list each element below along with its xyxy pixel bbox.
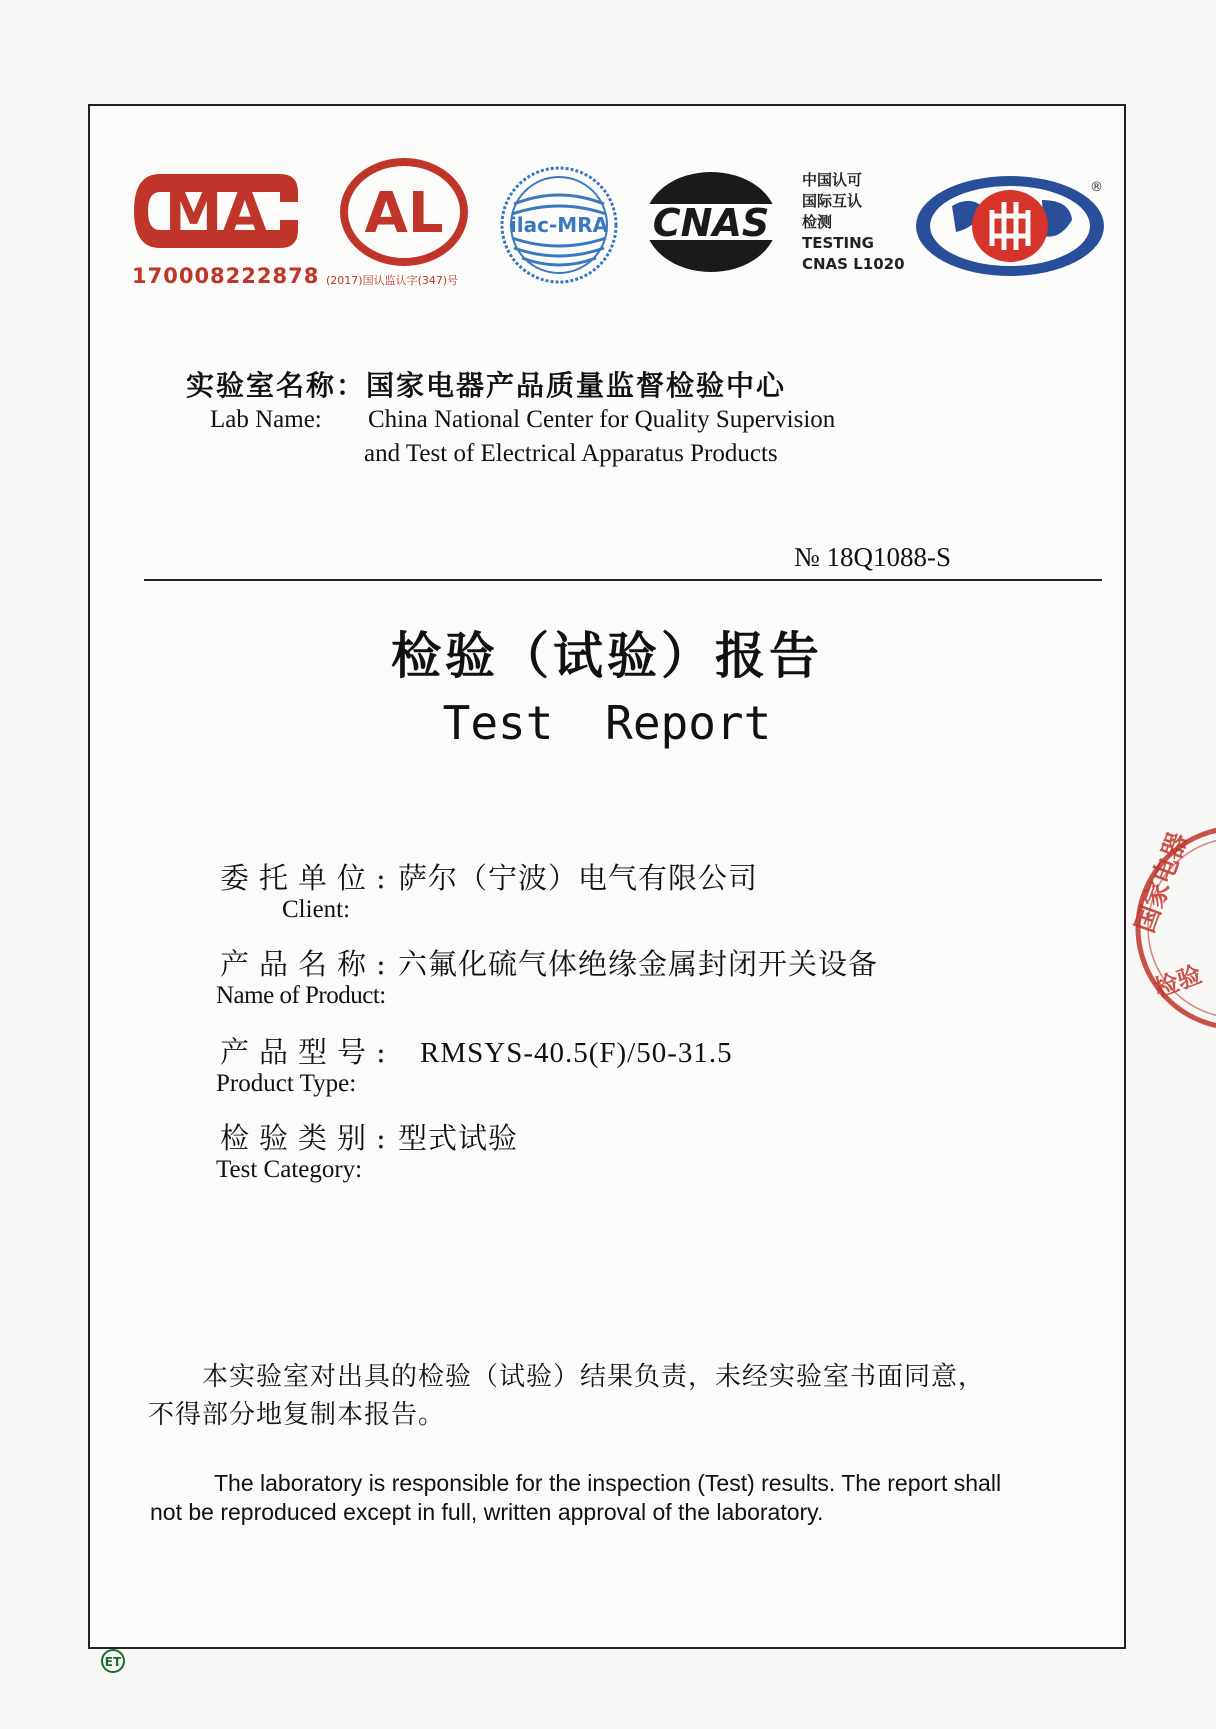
report-frame (88, 104, 1126, 1649)
cnas-line: 中国认可 (802, 171, 863, 189)
report-title-cn: 检验（试验）报告 (391, 627, 823, 685)
lab-name-label: Lab Name: (210, 406, 322, 433)
svg-text:国家电器: 国家电器 (1130, 828, 1194, 937)
lab-name-cn: 实验室名称：国家电器产品质量监督检验中心 (186, 369, 787, 402)
report-title-en: Test Report (442, 696, 772, 750)
product-name-label-cn: 产品名称: (220, 947, 396, 981)
ilac-text: ilac-MRA (509, 213, 609, 237)
product-type-label-en: Product Type: (216, 1070, 357, 1097)
product-name-value: 六氟化硫气体绝缘金属封闭开关设备 (398, 947, 879, 981)
cal-text: AL (364, 181, 444, 246)
globe-certification-logo (912, 170, 1108, 282)
lab-name-en-line1: China National Center for Quality Supervision (368, 406, 836, 433)
disclaimer-en-line2: not be reproduced except in full, written approval of the laboratory. (150, 1499, 824, 1525)
cma-number: 170008222878 (132, 264, 320, 288)
product-type-label-cn: 产品型号: (220, 1035, 396, 1069)
product-type-row (220, 1030, 733, 1071)
divider (144, 579, 1102, 581)
disclaimer-en-line1: The laboratory is responsible for the inspection (Test) results. The report shall (214, 1470, 1002, 1496)
test-category-label-en: Test Category: (216, 1156, 363, 1183)
footer-et-mark (100, 1648, 126, 1674)
cal-logo (338, 158, 470, 266)
cnas-line: CNAS L1020 (802, 255, 905, 273)
client-value: 萨尔（宁波）电气有限公司 (398, 861, 759, 895)
cnas-line: 国际互认 (802, 192, 863, 210)
disclaimer-cn-line2: 不得部分地复制本报告。 (148, 1400, 446, 1430)
test-category-label-cn: 检验类别: (220, 1121, 396, 1155)
cal-number: (2017)国认监认字(347)号 (326, 274, 459, 287)
cma-logo (130, 168, 302, 254)
product-type-value: RMSYS-40.5(F)/50-31.5 (420, 1037, 733, 1069)
official-seal-stamp (1128, 820, 1216, 1036)
cnas-line: 检测 (802, 213, 833, 231)
registered-mark: ® (1090, 180, 1103, 195)
report-number: № 18Q1088-S (794, 542, 952, 572)
cma-text: MA (164, 178, 268, 246)
svg-text:ET: ET (104, 1655, 122, 1669)
cnas-line: TESTING (802, 234, 874, 252)
disclaimer-cn-line1: 本实验室对出具的检验（试验）结果负责，未经实验室书面同意， (202, 1362, 986, 1392)
test-category-value: 型式试验 (398, 1121, 519, 1155)
product-name-label-en: Name of Product: (216, 982, 386, 1009)
test-category-row (220, 1116, 518, 1157)
client-row (220, 856, 758, 897)
lab-name-en-line2: and Test of Electrical Apparatus Products (364, 440, 778, 467)
ilac-mra-logo (498, 164, 620, 286)
client-label-cn: 委托单位: (220, 861, 396, 895)
client-label-en: Client: (282, 896, 351, 923)
svg-text:检验: 检验 (1150, 960, 1206, 1004)
certification-logos (90, 106, 1124, 326)
cnas-caption (802, 170, 905, 275)
cnas-text: CNAS (652, 201, 770, 245)
product-name-row (220, 942, 878, 983)
cnas-logo (642, 170, 780, 274)
